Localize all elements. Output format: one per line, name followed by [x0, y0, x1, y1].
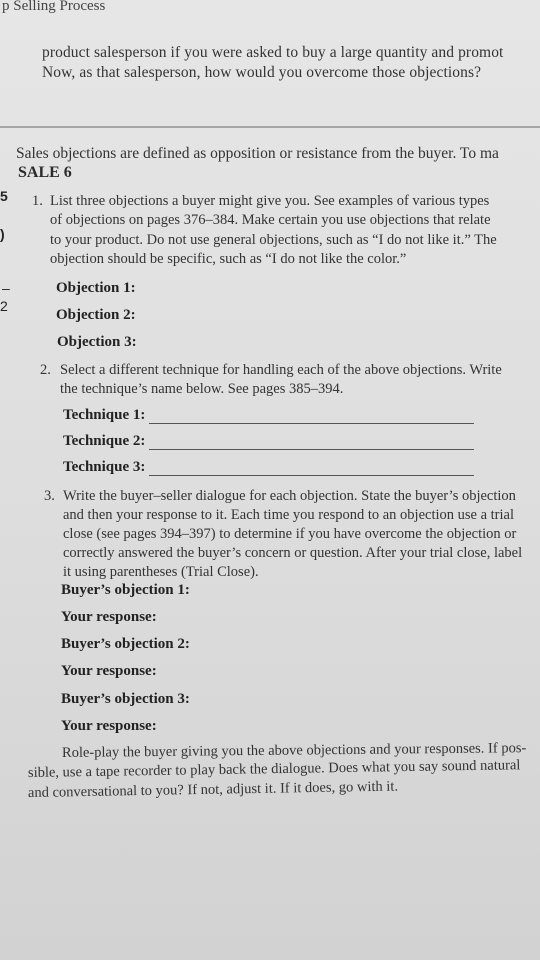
- item3-line: close (see pages 394–397) to determine if you have overcome the objection or: [63, 526, 517, 542]
- item2-line: the technique’s name below. See pages 385–394.: [60, 381, 344, 397]
- technique-2-blank[interactable]: [149, 435, 474, 450]
- top-question-line-1: product salesperson if you were asked to buy a large quantity and promot: [42, 44, 504, 61]
- margin-mark: ): [0, 226, 5, 242]
- item3-line: it using parentheses (Trial Close).: [63, 564, 259, 580]
- item-number: 3.: [44, 488, 55, 504]
- margin-mark: 2: [0, 298, 8, 314]
- technique-field-label: Technique 3:: [63, 459, 146, 475]
- intro-text: Sales objections are defined as opposition or resistance from the buyer. To ma: [16, 145, 499, 162]
- dialogue-field-label: Your response:: [61, 663, 157, 679]
- dialogue-field-label: Your response:: [61, 718, 157, 734]
- item-number: 2.: [40, 362, 51, 378]
- technique-field-label: Technique 1:: [63, 407, 146, 423]
- dialogue-field-label: Buyer’s objection 1:: [61, 582, 190, 598]
- dialogue-field-label: Your response:: [61, 609, 157, 625]
- margin-mark: –: [2, 280, 10, 296]
- item1-line: objection should be specific, such as “I do not like the color.”: [50, 251, 407, 267]
- technique-field-label: Technique 2:: [63, 433, 146, 449]
- item1-line: List three objections a buyer might give you. See examples of various types: [50, 193, 490, 209]
- technique-3-blank[interactable]: [149, 461, 474, 476]
- item3-line: and then your response to it. Each time you respond to an objection use a trial: [63, 507, 514, 523]
- objection-field-label: Objection 2:: [56, 307, 136, 323]
- item2-line: Select a different technique for handling each of the above objections. Write: [60, 362, 502, 378]
- roleplay-line: and conversational to you? If not, adjust it. If it does, go with it.: [27, 778, 399, 801]
- technique-3-row: [63, 458, 474, 476]
- item3-line: correctly answered the buyer’s concern or question. After your trial close, label: [63, 545, 523, 561]
- roleplay-line: sible, use a tape recorder to play back the dialogue. Does what you say sound natural: [27, 757, 521, 781]
- technique-1-blank[interactable]: [149, 409, 474, 424]
- objection-field-label: Objection 3:: [57, 334, 137, 350]
- margin-mark: 5: [0, 188, 8, 204]
- section-heading: SALE 6: [18, 164, 72, 181]
- item-number: 1.: [32, 193, 43, 209]
- section-divider: [0, 126, 540, 128]
- technique-2-row: [63, 432, 474, 450]
- item1-line: to your product. Do not use general objections, such as “I do not like it.” The: [50, 232, 497, 248]
- dialogue-field-label: Buyer’s objection 2:: [61, 636, 190, 652]
- page-header: p Selling Process: [2, 0, 106, 14]
- item3-line: Write the buyer–seller dialogue for each objection. State the buyer’s objection: [63, 488, 516, 504]
- top-question-line-2: Now, as that salesperson, how would you overcome those objections?: [42, 64, 482, 81]
- technique-1-row: [63, 406, 474, 424]
- item1-line: of objections on pages 376–384. Make certain you use objections that relate: [50, 212, 491, 228]
- roleplay-line: Role-play the buyer giving you the above objections and your responses. If pos-: [61, 740, 527, 761]
- dialogue-field-label: Buyer’s objection 3:: [61, 691, 190, 707]
- objection-field-label: Objection 1:: [56, 280, 136, 296]
